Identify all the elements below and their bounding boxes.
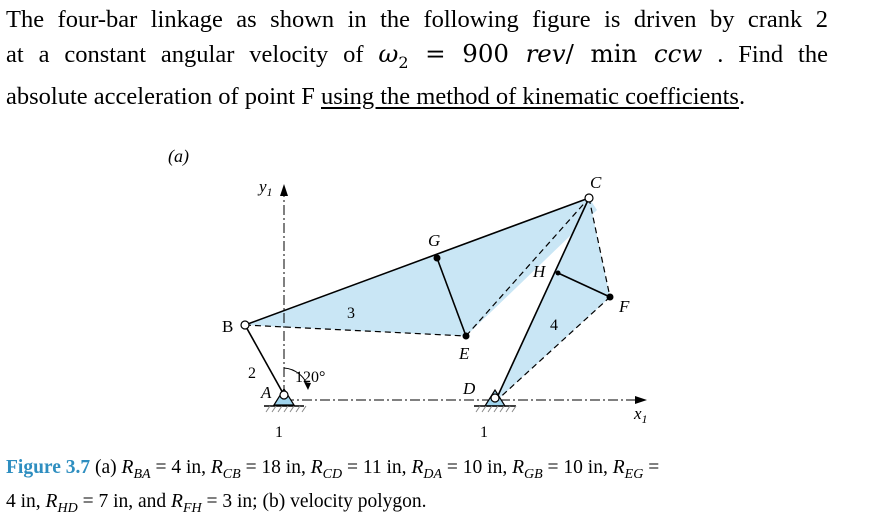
caption-head: Figure 3.7 — [6, 457, 91, 478]
linkage-figure — [150, 140, 710, 450]
label-y1: $y_1$ — [259, 177, 273, 199]
label-link-1-right: 1 — [480, 424, 488, 441]
label-angle: 120° — [295, 369, 326, 386]
label-link-3: 3 — [347, 305, 355, 322]
problem-statement — [6, 3, 828, 114]
point-g — [434, 255, 441, 262]
label-a: A — [261, 383, 272, 402]
label-c: C — [590, 173, 602, 192]
label-x1: $x_1$ — [634, 404, 648, 426]
problem-line-2: at a constant angular velocity of $\omega_2 = 900$ rev/ min ccw . Find the — [6, 39, 828, 72]
omega-symbol: ω — [378, 39, 399, 68]
label-link-2: 2 — [248, 365, 256, 382]
label-g: G — [428, 231, 441, 250]
label-link-1-left: 1 — [275, 424, 283, 441]
y1-axis-arrow — [280, 184, 288, 196]
joint-b — [241, 321, 249, 329]
ground-d — [474, 390, 516, 412]
label-d: D — [463, 379, 476, 398]
label-link-4: 4 — [550, 317, 558, 334]
problem-line-1: The four-bar linkage as shown in the following figure is driven by crank 2 — [6, 6, 828, 33]
point-e — [463, 333, 470, 340]
figure-caption: Figure 3.7 (a) $R_{BA} = 4$ in, $R_{CB} = 18$ in, $R_{CD} = 11$ in, $R_{DA} = 10$ in, $R_{GB} = 10$ in, $R_{EG}$ = 4 in, $R_{HD} = 7$ in, and $R_{FH} = 3$ in; (b) velocity polygon. — [6, 457, 660, 516]
x1-axis-arrow — [635, 396, 647, 404]
label-h: H — [533, 262, 546, 281]
point-h — [556, 271, 561, 276]
label-b: B — [222, 317, 234, 336]
method-underlined: using the method of kinematic coefficients — [321, 82, 739, 110]
label-f: F — [619, 297, 630, 316]
problem-line-3: absolute acceleration of point F using the method of kinematic coefficients. — [6, 82, 746, 110]
label-e: E — [459, 344, 470, 363]
joint-c — [585, 194, 593, 202]
panel-label-a: (a) — [168, 146, 189, 166]
omega-subscript: 2 — [398, 52, 409, 72]
point-f — [607, 294, 614, 301]
